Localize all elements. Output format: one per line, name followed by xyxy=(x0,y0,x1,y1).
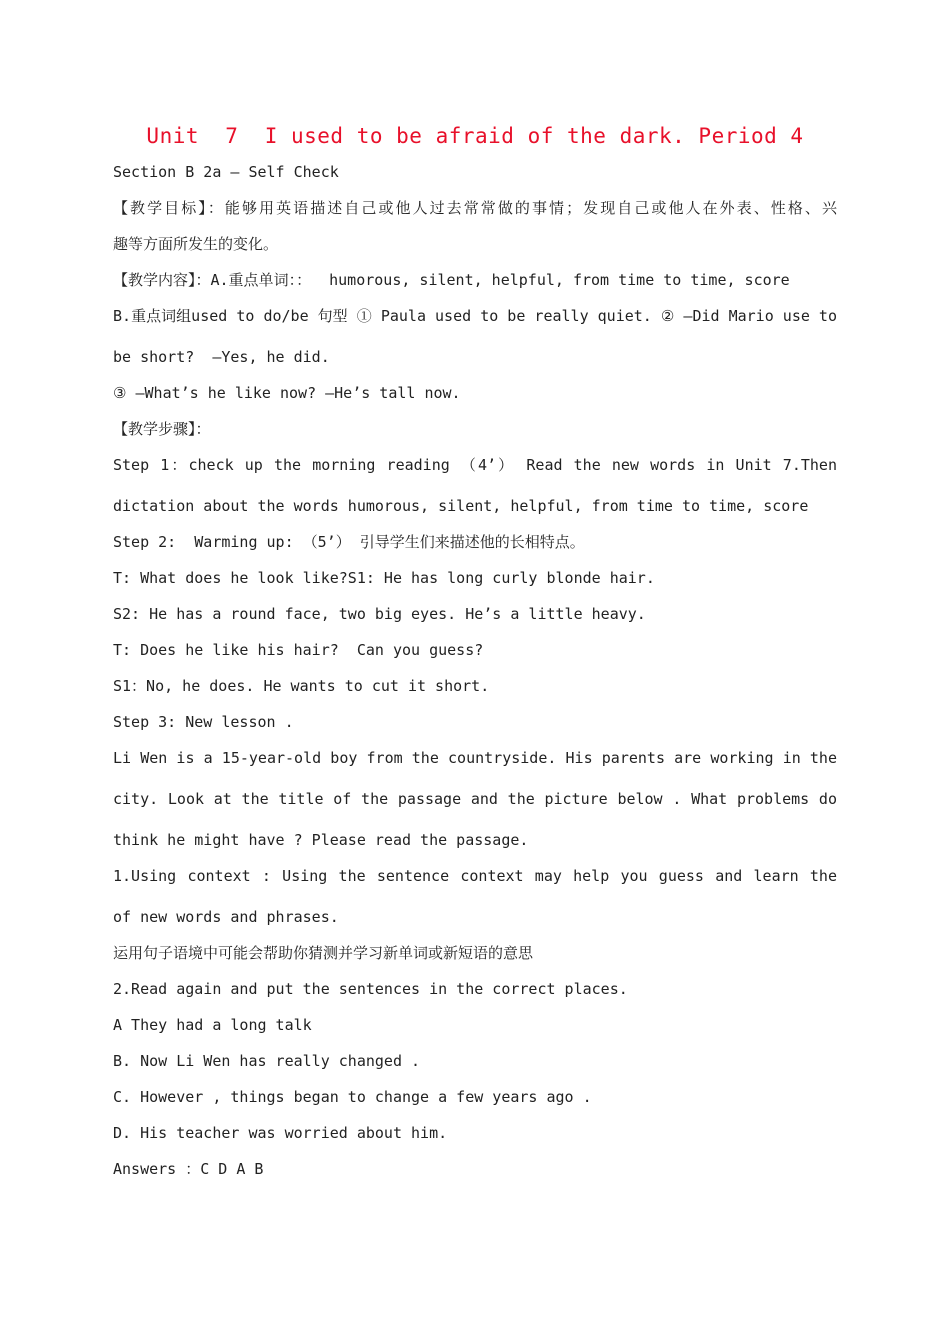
answers-line: Answers ：C D A B xyxy=(113,1160,264,1178)
sentence-option-d: D. His teacher was worried about him. xyxy=(113,1124,448,1142)
document-title: Unit 7 I used to be afraid of the dark. Period 4 xyxy=(146,124,804,148)
dialogue-line-1: T: What does he look like?S1: He has long curly blonde hair. xyxy=(113,569,655,587)
step-3-line: Step 3: New lesson . xyxy=(113,713,294,731)
key-phrases-line-2: be short? —Yes, he did. xyxy=(113,348,330,366)
key-words-line: 【教学内容】：A.重点单词：： humorous, silent, helpful, from time to time, score xyxy=(113,271,790,289)
section-heading: Section B 2a — Self Check xyxy=(113,163,339,181)
passage-intro-line-3: think he might have ? Please read the passage. xyxy=(113,831,529,849)
context-task-line-2: of new words and phrases. xyxy=(113,908,339,926)
sentence-option-c: C. However , things began to change a few years ago . xyxy=(113,1088,592,1106)
dialogue-line-2: S2: He has a round face, two big eyes. He’s a little heavy. xyxy=(113,605,646,623)
sentence-option-b: B. Now Li Wen has really changed . xyxy=(113,1052,421,1070)
step-1-line-1: Step 1：check up the morning reading （4’） Read the new words in Unit 7.Then xyxy=(113,456,837,474)
step-2-line: Step 2: Warming up: （5’） 引导学生们来描述他的长相特点。 xyxy=(113,533,585,551)
sentence-option-a: A They had a long talk xyxy=(113,1016,312,1034)
passage-intro-line-1: Li Wen is a 15-year-old boy from the countryside. His parents are working in the xyxy=(113,749,837,767)
key-phrases-line-3: ③ —What’s he like now? —He’s tall now. xyxy=(113,384,461,402)
reading-task-line: 2.Read again and put the sentences in the correct places. xyxy=(113,980,628,998)
teaching-goal-line-1: 【教学目标】：能够用英语描述自己或他人过去常常做的事情；发现自己或他人在外表、性格、兴 xyxy=(113,199,837,217)
dialogue-line-4: S1：No, he does. He wants to cut it short. xyxy=(113,677,490,695)
step-1-line-2: dictation about the words humorous, silent, helpful, from time to time, score xyxy=(113,497,809,515)
document-page xyxy=(113,118,837,1187)
dialogue-line-3: T: Does he like his hair? Can you guess? xyxy=(113,641,484,659)
teaching-goal-line-2: 趣等方面所发生的变化。 xyxy=(113,235,279,253)
passage-intro-line-2: city. Look at the title of the passage and the picture below . What problems do xyxy=(113,790,837,808)
context-task-chinese: 运用句子语境中可能会帮助你猜测并学习新单词或新短语的意思 xyxy=(113,944,534,962)
context-task-line-1: 1.Using context : Using the sentence context may help you guess and learn the xyxy=(113,867,837,885)
teaching-steps-heading: 【教学步骤】： xyxy=(113,420,211,438)
key-phrases-line-1: B.重点词组used to do/be 句型 ① Paula used to be really quiet. ② —Did Mario use to xyxy=(113,307,837,325)
